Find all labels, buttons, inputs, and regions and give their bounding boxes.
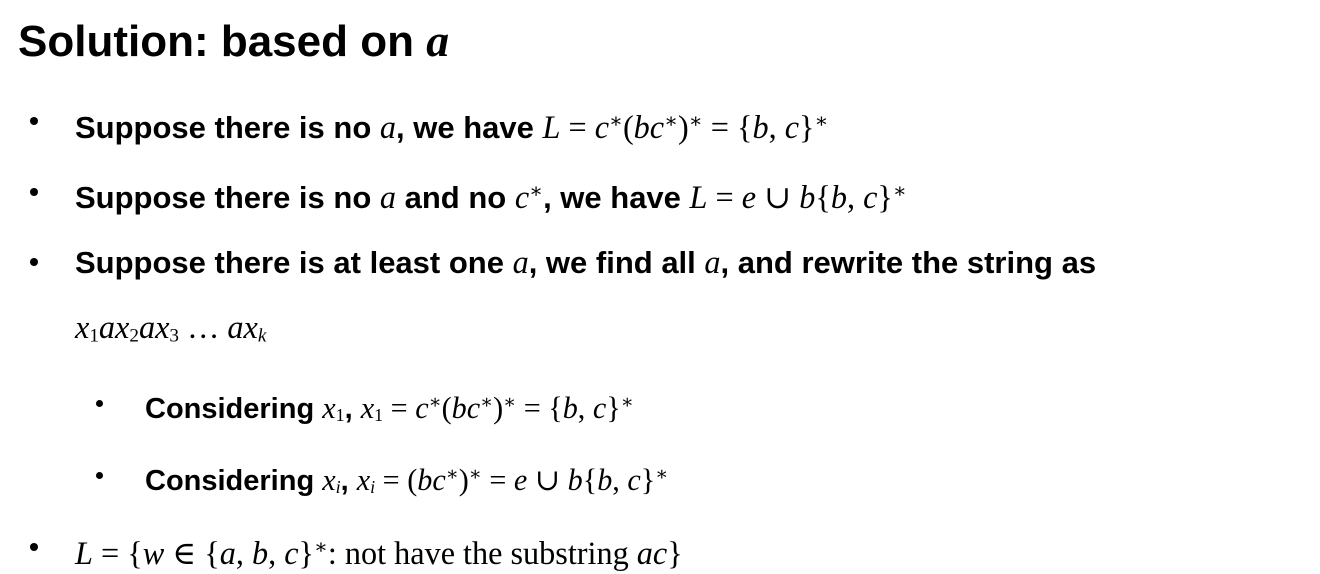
text-segment: ) [493, 390, 504, 425]
text-segment: ∪ [527, 462, 568, 497]
text-segment: ∗ [480, 391, 494, 413]
slide-body [0, 101, 1320, 574]
text-segment: b [799, 179, 816, 216]
bullet-line [0, 242, 1320, 283]
text-segment: ax [138, 309, 170, 346]
bullet-line [0, 101, 1320, 148]
text-segment: 3 [169, 325, 180, 347]
text-segment: Considering [145, 464, 323, 497]
text-segment: a [379, 179, 397, 216]
line-content [75, 180, 907, 215]
line-content [75, 245, 1096, 280]
text-segment: 1 [89, 325, 99, 347]
line-content [75, 536, 683, 571]
text-segment: b [251, 534, 269, 571]
text-segment: e [513, 462, 528, 497]
text-segment: ∗ [688, 110, 703, 132]
text-segment: = [707, 179, 742, 216]
text-segment: a [219, 534, 236, 571]
text-segment: ∗ [655, 463, 669, 485]
text-segment: Solution: based on [18, 17, 427, 66]
text-segment: = { [702, 108, 753, 145]
text-segment: c [594, 108, 610, 145]
text-segment: ∈ { [164, 534, 220, 571]
line-content [145, 462, 669, 498]
text-segment: b [830, 179, 847, 216]
text-segment: Considering [145, 392, 323, 425]
text-segment: ) [678, 108, 689, 145]
bullet-line [0, 527, 1320, 574]
continuation-line [0, 307, 1320, 356]
line-content [75, 310, 266, 345]
text-segment: a [426, 15, 450, 66]
text-segment: Suppose there is at least one [75, 245, 513, 281]
text-segment: x [356, 462, 371, 497]
text-segment: Suppose there is no [75, 180, 380, 216]
text-segment: bc [451, 390, 481, 425]
text-segment: = [481, 462, 514, 497]
bullet-dot [30, 117, 38, 125]
text-segment: ∗ [892, 180, 907, 203]
text-segment: a [704, 244, 721, 281]
line-content [75, 110, 828, 145]
text-segment: ax [98, 309, 130, 346]
text-segment: { [582, 462, 598, 497]
text-segment: bc [417, 462, 446, 497]
text-segment: x [322, 462, 336, 497]
text-segment: L [542, 108, 561, 145]
text-segment: } [877, 179, 893, 216]
slide [0, 15, 1320, 571]
text-segment: , [577, 390, 593, 425]
text-segment: = ( [375, 462, 418, 497]
text-segment: { [815, 179, 831, 216]
text-segment: k [257, 325, 267, 347]
text-segment: … [179, 309, 228, 346]
text-segment: c [415, 390, 429, 425]
text-segment: ) [458, 462, 469, 497]
text-segment: , we find all [528, 245, 705, 281]
text-segment: b [562, 390, 578, 425]
text-segment: ( [622, 108, 634, 145]
text-segment: 1 [374, 404, 384, 425]
sub-bullet-line [0, 455, 1320, 507]
text-segment: , [612, 462, 628, 497]
text-segment: c [592, 390, 607, 425]
text-segment: c [514, 179, 530, 216]
bullet-dot [30, 543, 38, 551]
text-segment: , we have [543, 180, 690, 216]
text-segment: 2 [129, 325, 139, 347]
text-segment: ∗ [468, 463, 482, 485]
text-segment: } [298, 534, 314, 571]
text-segment: ∗ [445, 463, 459, 485]
text-segment: ax [227, 309, 258, 346]
text-segment: ∗ [503, 391, 517, 413]
bullet-dot [30, 188, 38, 196]
line-content [145, 390, 634, 425]
text-segment: = [383, 390, 416, 425]
text-segment: ∗ [664, 110, 679, 132]
text-segment: i [370, 477, 376, 498]
text-segment: b [752, 108, 769, 145]
text-segment: ∗ [428, 391, 442, 413]
text-segment: , [846, 179, 864, 216]
text-segment: ∗ [313, 536, 328, 559]
text-segment: , [235, 534, 252, 571]
text-segment: , we have [396, 109, 543, 145]
text-segment: ∗ [814, 110, 829, 132]
text-segment: e [741, 179, 757, 216]
text-segment: , [344, 392, 361, 425]
slide-title [18, 16, 1320, 67]
text-segment: a [512, 244, 529, 281]
bullet-dot [96, 400, 103, 407]
sub-bullet-line [0, 383, 1320, 435]
text-segment: , [268, 534, 285, 571]
text-segment: c [627, 462, 641, 497]
bullet-dot [96, 472, 103, 479]
text-segment: ac [636, 534, 668, 571]
text-segment: = { [92, 534, 143, 571]
text-segment: x [360, 390, 375, 425]
text-segment: = { [516, 390, 563, 425]
bullet-dot [30, 258, 38, 266]
text-segment: c [284, 534, 299, 571]
text-segment: ∪ [756, 179, 800, 216]
text-segment: } [606, 390, 621, 425]
text-segment: 1 [335, 404, 345, 425]
text-segment: ∗ [620, 391, 634, 413]
text-segment: ( [441, 390, 452, 425]
text-segment: x [322, 390, 336, 425]
text-segment: ∗ [609, 110, 623, 132]
text-segment: b [567, 462, 583, 497]
text-segment: L [689, 179, 708, 216]
text-segment: , and rewrite the string as [720, 245, 1097, 281]
text-segment: , [768, 108, 785, 145]
text-segment: c [863, 179, 878, 216]
text-segment: i [335, 477, 341, 498]
text-segment: } [640, 462, 656, 497]
text-segment: ∗ [529, 180, 544, 203]
text-segment: } [667, 534, 683, 571]
text-segment: : not have the substring [327, 534, 637, 571]
text-segment: w [142, 534, 165, 571]
text-segment: , [340, 464, 357, 497]
text-segment: a [379, 108, 397, 145]
text-segment: x [75, 309, 90, 346]
text-segment: L [75, 534, 93, 571]
text-segment: } [799, 108, 815, 145]
bullet-line [0, 172, 1320, 219]
text-segment: and no [396, 180, 515, 216]
text-segment: b [597, 462, 613, 497]
text-segment: = [560, 108, 595, 145]
text-segment: c [784, 108, 799, 145]
text-segment: Suppose there is no [75, 109, 380, 145]
text-segment: bc [633, 108, 665, 145]
